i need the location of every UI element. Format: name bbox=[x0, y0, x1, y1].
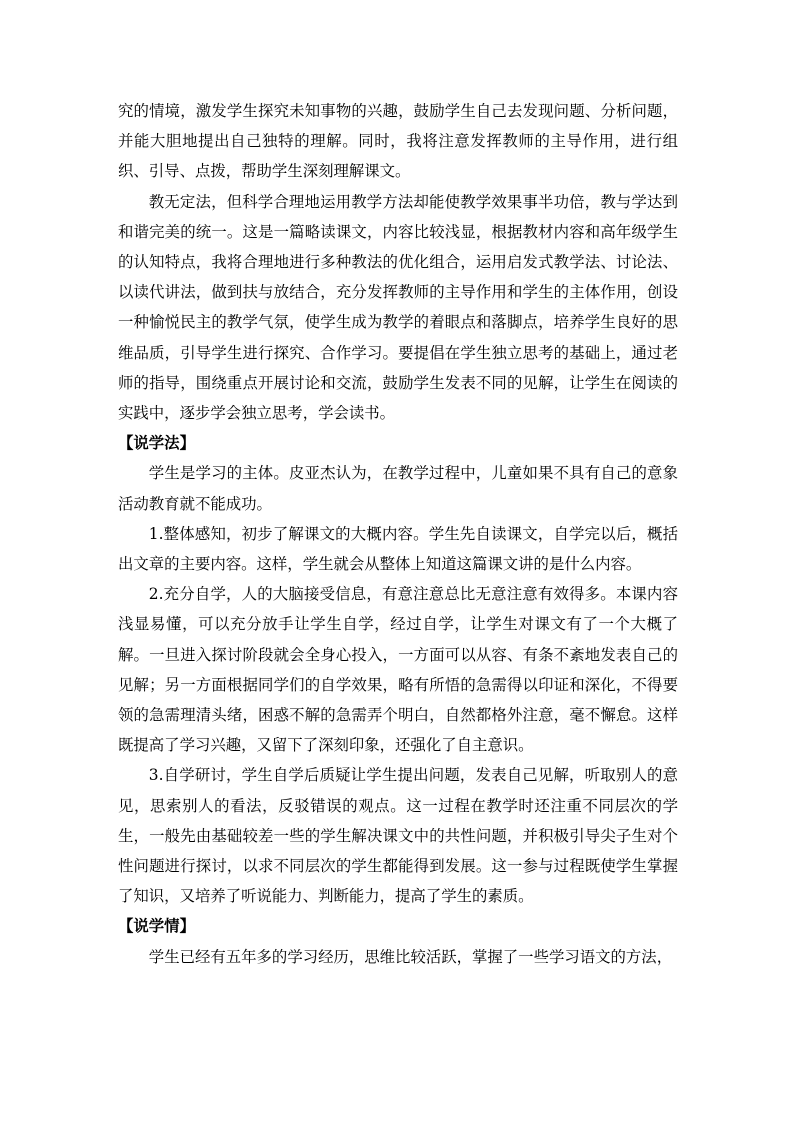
heading-student-situation: 【说学情】 bbox=[118, 917, 195, 936]
paragraph-teaching-method: 教无定法，但科学合理地运用教学方法却能使教学效果事半功倍，教与学达到和谐完美的统一。这是一篇略读课文，内容比较浅显，根据教材内容和高年级学生的认知特点，我将合理地进行多种教法的优化组合，运用启发式教学法、讨论法、以读代讲法，做到扶与放结合，充分发挥教师的主导作用和学生的主体作用，创设一种愉悦民主的教学气氛，使学生成为教学的着眼点和落脚点，培养学生良好的思维品质，引导学生进行探究、合作学习。要提倡在学生独立思考的基础上，通过老师的指导，围绕重点开展讨论和交流，鼓励学生发表不同的见解，让学生在阅读的实践中，逐步学会独立思考，学会读书。 bbox=[118, 192, 678, 423]
paragraph-learning-intro: 学生是学习的主体。皮亚杰认为，在教学过程中，儿童如果不具有自己的意象活动教育就不能成功。 bbox=[118, 464, 678, 513]
paragraph-continued: 究的情境，激发学生探究未知事物的兴趣，鼓励学生自己去发现问题、分析问题，并能大胆地提出自己独特的理解。同时，我将注意发挥教师的主导作用，进行组织、引导、点拨，帮助学生深刻理解课文。 bbox=[118, 102, 678, 181]
paragraph-item-1: 1.整体感知，初步了解课文的大概内容。学生先自读课文，自学完以后，概括出文章的主要内容。这样，学生就会从整体上知道这篇课文讲的是什么内容。 bbox=[118, 524, 678, 574]
heading-learning-method: 【说学法】 bbox=[118, 434, 195, 453]
paragraph-item-3: 3.自学研讨，学生自学后质疑让学生提出问题，发表自己见解，听取别人的意见，思索别人的看法，反驳错误的观点。这一过程在教学时还注重不同层次的学生，一般先由基础较差一些的学生解决课文中的共性问题，并积极引导尖子生对个性问题进行探讨，以求不同层次的学生都能得到发展。这一参与过程既使学生掌握了知识，又培养了听说能力、判断能力，提高了学生的素质。 bbox=[118, 766, 678, 906]
document-page bbox=[118, 96, 678, 972]
paragraph-item-2: 2.充分自学，人的大脑接受信息，有意注意总比无意注意有效得多。本课内容浅显易懂，可以充分放手让学生自学，经过自学，让学生对课文有了一个大概了解。一旦进入探讨阶段就会全身心投入，一方面可以从容、有条不紊地发表自己的见解；另一方面根据同学们的自学效果，略有所悟的急需得以印证和深化，不得要领的急需理清头绪，困惑不解的急需弄个明白，自然都格外注意，毫不懈怠。这样既提高了学习兴趣，又留下了深刻印象，还强化了自主意识。 bbox=[118, 585, 678, 755]
paragraph-student-situation: 学生已经有五年多的学习经历，思维比较活跃，掌握了一些学习语文的方法， bbox=[148, 947, 673, 966]
